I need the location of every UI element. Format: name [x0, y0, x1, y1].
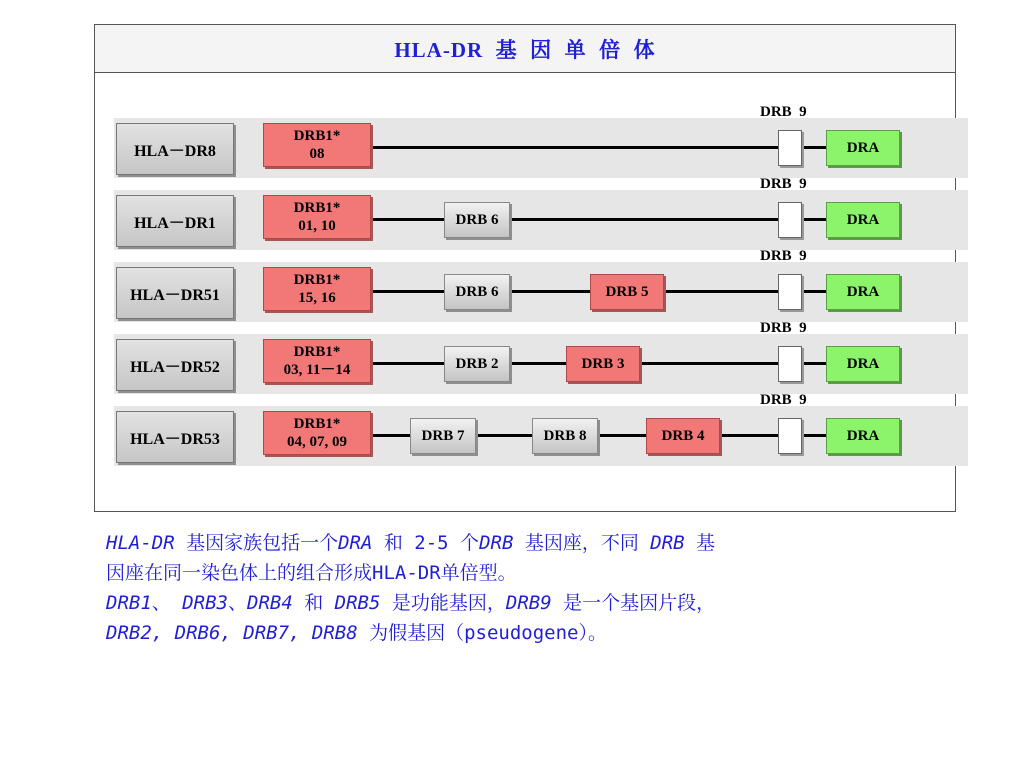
drb-gene: DRB 8	[532, 418, 598, 454]
dra-gene: DRA	[826, 202, 900, 238]
drb9-label: DRB 9	[760, 176, 807, 192]
drb-gene: DRB 6	[444, 202, 510, 238]
caption-gene-term: DRA	[338, 532, 373, 554]
chromosome-line	[802, 434, 826, 437]
caption-text: 基	[684, 532, 716, 554]
chromosome-line	[802, 218, 826, 221]
haplotype-label: HLA－DR8	[116, 123, 234, 175]
haplotype-label: HLA－DR51	[116, 267, 234, 319]
chromosome-line	[370, 146, 778, 149]
caption-text: 和 2-5 个	[372, 532, 480, 554]
dra-gene: DRA	[826, 346, 900, 382]
caption-text: 、	[227, 592, 247, 614]
caption	[106, 528, 954, 648]
drb-gene: DRB 6	[444, 274, 510, 310]
drb9-gene-fragment	[778, 130, 802, 166]
drb9-label: DRB 9	[760, 320, 807, 336]
title-bar	[95, 25, 955, 73]
caption-gene-term: DRB4	[247, 592, 293, 614]
drb-gene: DRB 4	[646, 418, 720, 454]
drb-gene: DRB 7	[410, 418, 476, 454]
caption-text: 为假基因（pseudogene）。	[357, 622, 608, 644]
caption-line-3	[106, 588, 954, 618]
chromosome-line	[802, 146, 826, 149]
dra-gene: DRA	[826, 418, 900, 454]
caption-gene-term: DRB5	[334, 592, 381, 614]
caption-gene-term: DRB	[479, 532, 514, 554]
haplotype-label: HLA－DR52	[116, 339, 234, 391]
drb9-label: DRB 9	[760, 392, 807, 408]
caption-line-1	[106, 528, 954, 558]
caption-gene-term: DRB1	[106, 592, 152, 614]
caption-text: 和	[292, 592, 335, 614]
caption-text: 是功能基因，	[380, 592, 506, 614]
caption-text: 基因家族包括一个	[174, 532, 339, 554]
diagram-title: HLA-DR 基 因 单 倍 体	[394, 37, 656, 62]
drb1-gene: DRB1* 01, 10	[263, 195, 371, 239]
dra-gene: DRA	[826, 274, 900, 310]
drb1-gene: DRB1* 08	[263, 123, 371, 167]
chromosome-line	[802, 362, 826, 365]
drb9-gene-fragment	[778, 418, 802, 454]
drb-gene: DRB 3	[566, 346, 640, 382]
caption-gene-term: DRB9	[505, 592, 552, 614]
drb1-gene: DRB1* 15, 16	[263, 267, 371, 311]
caption-line-2: 因座在同一染色体上的组合形成HLA-DR单倍型。	[106, 562, 517, 584]
caption-gene-term: DRB2, DRB6, DRB7, DRB8	[106, 622, 358, 644]
drb9-label: DRB 9	[760, 248, 807, 264]
caption-gene-term: DRB	[650, 532, 685, 554]
drb9-gene-fragment	[778, 346, 802, 382]
chromosome-line	[802, 290, 826, 293]
caption-text: 是一个基因片段，	[551, 592, 716, 614]
caption-text: 、	[151, 592, 183, 614]
drb9-label: DRB 9	[760, 104, 807, 120]
drb1-gene: DRB1* 03, 11－14	[263, 339, 371, 383]
haplotype-label: HLA－DR1	[116, 195, 234, 247]
drb9-gene-fragment	[778, 202, 802, 238]
dra-gene: DRA	[826, 130, 900, 166]
caption-gene-term: HLA-DR	[106, 532, 175, 554]
caption-line-4	[106, 618, 954, 648]
drb9-gene-fragment	[778, 274, 802, 310]
haplotype-label: HLA－DR53	[116, 411, 234, 463]
chromosome-line	[370, 218, 778, 221]
caption-gene-term: DRB3	[182, 592, 228, 614]
drb1-gene: DRB1* 04, 07, 09	[263, 411, 371, 455]
drb-gene: DRB 5	[590, 274, 664, 310]
chromosome-line	[370, 290, 778, 293]
caption-text: 基因座，不同	[513, 532, 651, 554]
drb-gene: DRB 2	[444, 346, 510, 382]
